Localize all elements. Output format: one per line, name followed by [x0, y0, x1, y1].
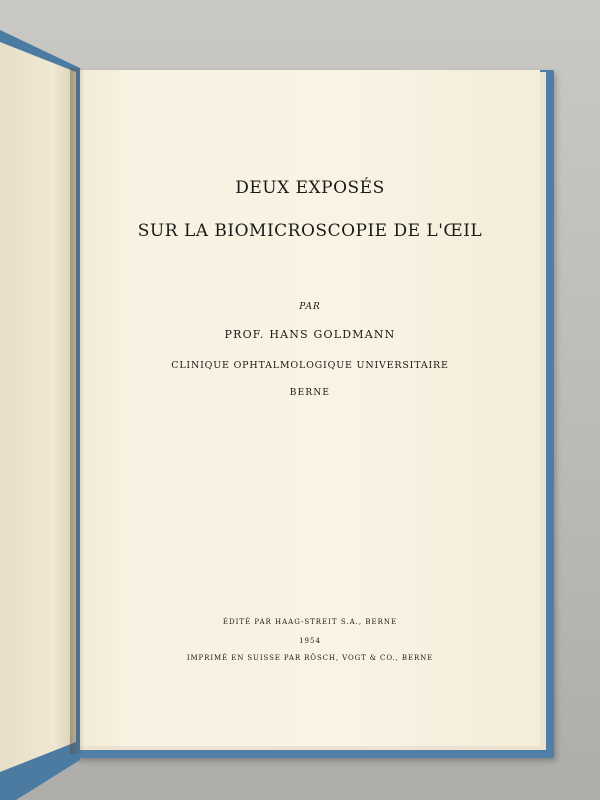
by-label: PAR: [299, 302, 321, 312]
gutter-shadow: [70, 68, 84, 754]
author-affiliation: CLINIQUE OPHTALMOLOGIQUE UNIVERSITAIRE: [171, 360, 449, 371]
printer-line: IMPRIMÉ EN SUISSE PAR RÖSCH, VOGT & CO., BERNE: [186, 654, 434, 662]
publisher-line: ÉDITÉ PAR HAAG-STREIT S.A., BERNE: [222, 618, 398, 626]
author-name: PROF. HANS GOLDMANN: [224, 328, 396, 341]
city: BERNE: [289, 388, 331, 398]
publication-year: 1954: [299, 637, 321, 645]
endpaper: [0, 42, 76, 772]
title-line-1: DEUX EXPOSÉS: [235, 178, 385, 198]
title-page: [80, 70, 540, 746]
title-line-2: SUR LA BIOMICROSCOPIE DE L'ŒIL: [137, 221, 483, 241]
